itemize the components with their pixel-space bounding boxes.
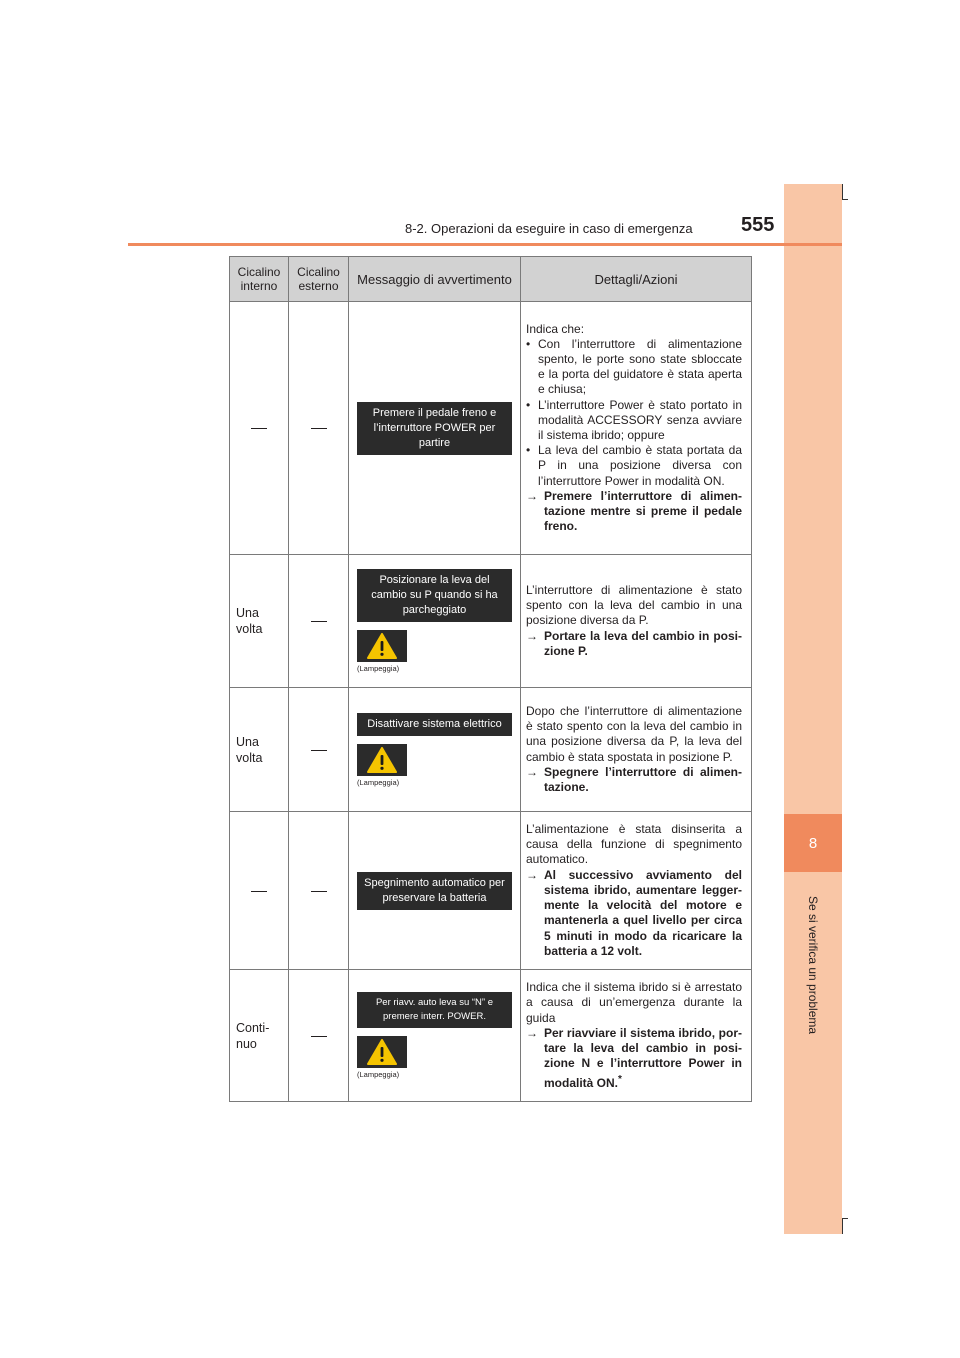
details-cell — [521, 970, 752, 1102]
message-cell — [349, 302, 521, 555]
none-dash — [251, 891, 267, 892]
action-text: Al successivo avviamento del sistema ibrido, aumentare leggermente la velocità del motore e mantenerla a quel livello per circa 5 minuti in modo da ricaricare la batteria a 12 volt. — [544, 867, 742, 958]
header-inner-chime: Cicalino interno — [230, 257, 289, 302]
outer-chime-cell — [289, 302, 349, 555]
outer-chime-cell — [289, 688, 349, 812]
action-text: Per riavviare il sistema ibrido, portare la leva del cambio in posizione N e l’interruttore Power in modalità ON. — [544, 1025, 742, 1090]
outer-chime-cell — [289, 555, 349, 688]
details-cell — [521, 812, 752, 970]
header-details: Dettagli/Azioni — [521, 257, 752, 302]
detail-action — [526, 629, 742, 659]
arrow-icon: → — [526, 764, 538, 779]
message-cell — [349, 555, 521, 688]
warning-triangle-icon — [367, 1039, 397, 1065]
chapter-title-strip — [796, 880, 830, 1050]
none-dash — [311, 621, 327, 622]
footnote-mark: * — [618, 1073, 622, 1085]
header-rule — [128, 243, 842, 246]
details-cell — [521, 555, 752, 688]
outer-chime-cell — [289, 970, 349, 1102]
detail-action — [526, 489, 742, 535]
warning-display: Disattivare sistema elettrico — [357, 713, 512, 736]
detail-bullet: • L’interruttore Power è stato portato in modalità ACCESSORY senza avviare il sistema ibrido; oppure — [526, 398, 742, 444]
table-header-row — [230, 257, 752, 302]
crop-mark-bottom-tick — [842, 1218, 848, 1219]
section-title: 8-2. Operazioni da eseguire in caso di emergenza — [405, 221, 693, 236]
warning-light — [357, 1036, 512, 1079]
chapter-number-tab — [784, 814, 842, 872]
table-row — [230, 688, 752, 812]
message-cell — [349, 970, 521, 1102]
detail-intro: L’interruttore di alimentazione è stato spento con la leva del cambio in una posizione diversa da P. — [526, 582, 742, 628]
message-cell — [349, 688, 521, 812]
detail-intro: L’alimentazione è stata disinserita a causa della funzione di spegnimento automatico. — [526, 822, 742, 867]
none-dash — [311, 1036, 327, 1037]
inner-chime-cell — [230, 555, 289, 688]
detail-action — [526, 765, 742, 795]
detail-intro: Dopo che l’interruttore di alimentazione è stato spento con la leva del cambio in una posizione diversa da P, la leva del cambio è stata spostata in posizione P. — [526, 703, 742, 764]
action-text: Premere l’interruttore di alimentazione mentre si preme il pedale freno. — [544, 488, 742, 534]
warning-triangle-box — [357, 744, 407, 776]
chapter-sidebar — [784, 184, 842, 1234]
table-row — [230, 970, 752, 1102]
message-cell — [349, 812, 521, 970]
detail-intro: Indica che: — [526, 321, 585, 336]
arrow-icon: → — [526, 1025, 538, 1040]
action-text: Spegnere l’interruttore di alimentazione. — [544, 764, 742, 794]
warning-light — [357, 744, 512, 787]
blink-label: (Lampeggia) — [357, 1070, 400, 1079]
warning-display: Per riavv. auto leva su “N” e premere interr. POWER. — [357, 992, 512, 1028]
arrow-icon: → — [526, 867, 538, 882]
warning-triangle-icon — [367, 747, 397, 773]
warning-triangle-icon — [367, 633, 397, 659]
crop-mark-bottom — [842, 1218, 843, 1234]
action-text: Portare la leva del cambio in posizione P. — [544, 628, 742, 658]
none-dash — [311, 428, 327, 429]
warning-display: Premere il pedale freno e l’interruttore POWER per partire — [357, 402, 512, 455]
chime-text: Continuo — [236, 1020, 270, 1051]
inner-chime-cell — [230, 302, 289, 555]
chapter-title: Se si verifica un problema — [806, 895, 820, 1035]
warning-triangle-box — [357, 1036, 407, 1068]
warning-message-table — [229, 256, 752, 1102]
warning-light — [357, 630, 512, 673]
detail-action — [526, 868, 742, 959]
table-row — [230, 812, 752, 970]
page-number: 555 — [741, 214, 775, 236]
blink-label: (Lampeggia) — [357, 777, 400, 787]
details-cell — [521, 302, 752, 555]
arrow-icon: → — [526, 488, 538, 503]
inner-chime-cell — [230, 970, 289, 1102]
warning-display: Posizionare la leva del cambio su P quando si ha parcheggiato — [357, 569, 512, 622]
details-cell — [521, 688, 752, 812]
warning-triangle-box — [357, 630, 407, 662]
detail-bullet: • Con l’interruttore di alimentazione spento, le porte sono state sbloccate e la porta del guidatore è stata aperta e chiusa; — [526, 337, 742, 398]
inner-chime-cell — [230, 688, 289, 812]
none-dash — [251, 428, 267, 429]
blink-label: (Lampeggia) — [357, 664, 400, 673]
outer-chime-cell — [289, 812, 349, 970]
none-dash — [311, 891, 327, 892]
warning-display: Spegnimento automatico per preservare la batteria — [357, 872, 512, 910]
detail-action — [526, 1026, 742, 1091]
table-row — [230, 555, 752, 688]
detail-intro: Indica che il sistema ibrido si è arrestato a causa di un’emergenza durante la guida — [526, 980, 742, 1025]
chapter-number: 8 — [808, 834, 818, 852]
arrow-icon: → — [526, 628, 538, 643]
chime-text: Una volta — [236, 606, 263, 636]
header-message: Messaggio di avvertimento — [349, 257, 521, 302]
detail-bullet: • La leva del cambio è stata portata da P in una posizione diversa con l’interruttore Power in modalità ON. — [526, 443, 742, 489]
none-dash — [311, 750, 327, 751]
crop-mark-top — [842, 184, 843, 200]
table-row — [230, 302, 752, 555]
chime-text: Una volta — [236, 734, 263, 765]
inner-chime-cell — [230, 812, 289, 970]
crop-mark-top-tick — [842, 199, 848, 200]
header-outer-chime: Cicalino esterno — [289, 257, 349, 302]
